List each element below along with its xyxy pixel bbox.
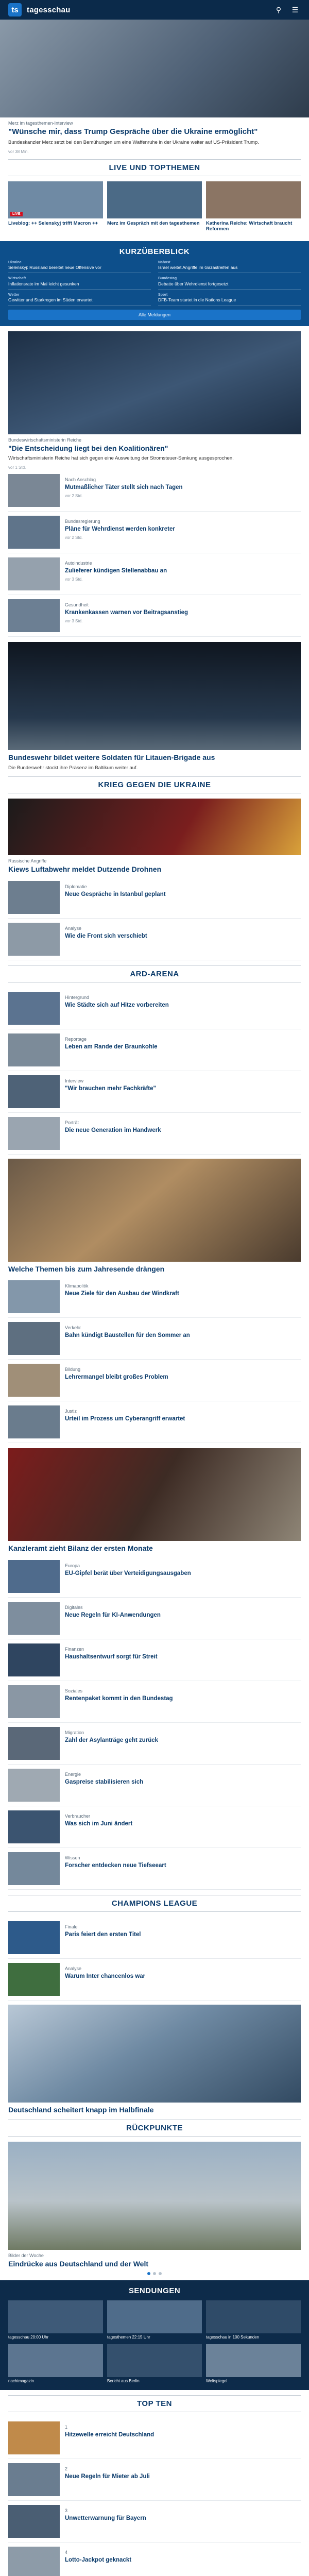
list-item-image	[8, 1643, 60, 1676]
list-item-image	[8, 557, 60, 590]
sendung-label: tagesschau 20:00 Uhr	[8, 2334, 49, 2340]
list-item-image	[8, 1405, 60, 1438]
topten-item[interactable]	[8, 2501, 301, 2543]
list-item-kicker: Energie	[65, 1771, 81, 1777]
list-item-headline[interactable]: "Wir brauchen mehr Fachkräfte"	[65, 1085, 156, 1092]
list-item-kicker: Autoindustrie	[65, 561, 92, 566]
sendung-label: tagesschau in 100 Sekunden	[206, 2334, 260, 2340]
kurz-item[interactable]	[158, 276, 301, 289]
champions-big-headline[interactable]: Deutschland scheitert knapp im Halbfinale	[8, 2105, 154, 2114]
big-teaser-text: Die Bundeswehr stockt ihre Präsenz im Baltikum weiter auf.	[8, 765, 138, 771]
ard-big-headline[interactable]: Welche Themen bis zum Jahresende drängen	[8, 1264, 165, 1273]
list-item-image	[8, 923, 60, 956]
sendung-label: Weltspiegel	[206, 2378, 228, 2383]
ukraine-section	[0, 799, 309, 960]
sendung-label: tagesthemen 22:15 Uhr	[107, 2334, 150, 2340]
list-item[interactable]	[8, 1723, 301, 1765]
ard-section	[0, 988, 309, 1155]
sendung-image	[8, 2300, 103, 2333]
list-item-image	[8, 881, 60, 914]
list-item[interactable]	[8, 595, 301, 637]
sendung-card[interactable]	[8, 2300, 103, 2340]
sendung-image	[206, 2344, 301, 2377]
kurz-item-label: Wirtschaft	[8, 277, 26, 281]
politics-teaser[interactable]	[0, 1448, 309, 1553]
list-item[interactable]	[8, 1806, 301, 1848]
list-item[interactable]	[8, 1959, 301, 2001]
topten-headline[interactable]: Hitzewelle erreicht Deutschland	[65, 2431, 154, 2438]
hero-meta: vor 38 Min.	[8, 149, 29, 154]
politics-list	[0, 1556, 309, 1890]
politics-image	[8, 1448, 301, 1541]
kurz-item-label: Ukraine	[8, 261, 22, 265]
carousel-pager[interactable]	[0, 2272, 309, 2275]
list-item[interactable]	[8, 553, 301, 595]
live-card-image	[107, 181, 202, 218]
list-item-headline[interactable]: Forscher entdecken neue Tiefseeart	[65, 1862, 166, 1869]
list-item-kicker: Hintergrund	[65, 994, 90, 1000]
list-item-image	[8, 1075, 60, 1108]
live-card[interactable]	[206, 181, 301, 235]
kurz-item[interactable]	[158, 260, 301, 273]
list-item-headline[interactable]: Was sich im Juni ändert	[65, 1820, 133, 1827]
list-item-kicker: Europa	[65, 1563, 80, 1568]
topten-headline[interactable]: Lotto-Jackpot geknackt	[65, 2556, 132, 2563]
list-item-headline[interactable]: Urteil im Prozess um Cyberangriff erwartet	[65, 1416, 185, 1422]
sendung-image	[107, 2300, 202, 2333]
brand-logo[interactable]: ts	[8, 3, 22, 16]
kurz-item[interactable]	[8, 293, 151, 306]
ard-list	[0, 1276, 309, 1443]
live-card-headline[interactable]: Katherina Reiche: Wirtschaft braucht Reformen	[206, 220, 293, 232]
list-item-headline[interactable]: Rentenpaket kommt in den Bundestag	[65, 1695, 173, 1702]
live-card[interactable]	[107, 181, 202, 235]
sendung-label: nachtmagazin	[8, 2378, 34, 2383]
list-item[interactable]	[8, 1639, 301, 1681]
list-item[interactable]	[8, 1556, 301, 1598]
topten-headline[interactable]: Unwetterwarnung für Bayern	[65, 2515, 146, 2521]
pager-dot[interactable]	[147, 2272, 150, 2275]
live-grid	[0, 181, 309, 235]
list-item[interactable]	[8, 1113, 301, 1155]
big-teaser-headline[interactable]: Bundeswehr bildet weitere Soldaten für Litauen-Brigade aus	[8, 753, 215, 762]
list-item-image	[8, 1685, 60, 1718]
topten-list	[0, 2417, 309, 2576]
sendungen-title: SENDUNGEN	[128, 2286, 181, 2295]
list-item-kicker: Reportage	[65, 1036, 87, 1042]
list-item-kicker: Digitales	[65, 1604, 83, 1610]
list-item-headline[interactable]: Neue Ziele für den Ausbau der Windkraft	[65, 1291, 179, 1297]
list-item-kicker: Bildung	[65, 1367, 81, 1372]
topten-item[interactable]	[8, 2417, 301, 2459]
feature-meta: vor 1 Std.	[8, 465, 26, 470]
list-item-kicker: Justiz	[65, 1409, 77, 1414]
section-title-rueckblick: RÜCKPUNKTE	[8, 2120, 301, 2137]
list-item-image	[8, 1602, 60, 1635]
kurz-item-label: Sport	[158, 293, 168, 297]
list-item-headline[interactable]: Wie Städte sich auf Hitze vorbereiten	[65, 1002, 169, 1008]
list-item-image	[8, 1921, 60, 1954]
pager-dot[interactable]	[159, 2272, 162, 2275]
list-item[interactable]	[8, 1318, 301, 1360]
list-item-image	[8, 474, 60, 507]
topten-image	[8, 2421, 60, 2454]
list-item-kicker: Soziales	[65, 1688, 83, 1693]
hero-kicker: Merz im tagesthemen-Interview	[8, 121, 73, 126]
topten-rank: 2	[65, 2466, 68, 2471]
list-item-kicker: Porträt	[65, 1120, 79, 1125]
kurz-item-text: Selenskyj: Russland bereitet neue Offensive vor	[8, 265, 101, 270]
list-item-headline[interactable]: Paris feiert den ersten Titel	[65, 1931, 141, 1938]
topten-image	[8, 2463, 60, 2496]
kurzueberblick-title: KURZÜBERBLICK	[119, 247, 190, 257]
list-item-kicker: Wissen	[65, 1855, 80, 1860]
ukraine-lead-kicker: Russische Angriffe	[8, 858, 47, 864]
list-item-kicker: Bundesregierung	[65, 519, 100, 524]
list-item-headline[interactable]: Gaspreise stabilisieren sich	[65, 1778, 144, 1785]
hero-teaser-text: Bundeskanzler Merz setzt bei den Bemühungen um eine Waffenruhe in der Ukraine weiter auf US-Präsident Trump.	[8, 139, 259, 145]
list-item-kicker: Gesundheit	[65, 602, 89, 608]
pager-dot[interactable]	[153, 2272, 156, 2275]
kurz-item-label: Wetter	[8, 293, 20, 297]
list-item[interactable]	[8, 1848, 301, 1890]
section-title-ukraine: KRIEG GEGEN DIE UKRAINE	[8, 776, 301, 793]
list-item-image	[8, 516, 60, 549]
champions-big-teaser[interactable]	[0, 2005, 309, 2115]
list-item-kicker: Finanzen	[65, 1646, 84, 1652]
live-card-headline[interactable]: Merz im Gespräch mit den tagesthemen	[107, 220, 200, 226]
list-item[interactable]	[8, 470, 301, 512]
list-item-headline[interactable]: Krankenkassen warnen vor Beitragsanstieg	[65, 609, 188, 616]
list-item-image	[8, 1769, 60, 1802]
list-item-meta: vor 2 Std.	[65, 494, 83, 499]
sendung-image	[107, 2344, 202, 2377]
kurz-item-text: Israel weitet Angriffe im Gazastreifen aus	[158, 265, 238, 270]
list-item-kicker: Diplomatie	[65, 884, 87, 889]
feature-image	[8, 331, 301, 434]
brand-name[interactable]: tagesschau	[27, 5, 71, 14]
ukraine-lead-image[interactable]	[8, 799, 301, 855]
list-item[interactable]	[8, 1765, 301, 1806]
sendung-image	[8, 2344, 103, 2377]
sendung-card[interactable]	[8, 2344, 103, 2384]
list-item-kicker: Analyse	[65, 1965, 82, 1971]
list-item-image	[8, 1033, 60, 1066]
list-item[interactable]	[8, 1029, 301, 1071]
list-item-kicker: Klimapolitik	[65, 1283, 89, 1289]
list-item-image	[8, 1852, 60, 1885]
feature-teaser[interactable]	[0, 331, 309, 470]
menu-icon[interactable]: ☰	[291, 5, 299, 14]
sendung-label: Bericht aus Berlin	[107, 2378, 140, 2383]
list-item-kicker: Nach Anschlag	[65, 477, 96, 483]
list-item-image	[8, 1560, 60, 1593]
list-item[interactable]	[8, 1681, 301, 1723]
list-item-image	[8, 1963, 60, 1996]
hero-image[interactable]	[0, 20, 309, 117]
sendung-card[interactable]	[107, 2300, 202, 2340]
kurzueberblick-block	[0, 241, 309, 326]
sendung-card[interactable]	[206, 2300, 301, 2340]
kurz-item-text: Debatte über Wehrdienst fortgesetzt	[158, 281, 229, 286]
ukraine-lead-headline[interactable]: Kiews Luftabwehr meldet Dutzende Drohnen	[8, 865, 162, 874]
rueckblick-headline[interactable]: Eindrücke aus Deutschland und der Welt	[8, 2260, 149, 2268]
kurz-item[interactable]	[158, 293, 301, 306]
list-item[interactable]	[8, 1401, 301, 1443]
kurz-all-button[interactable]: Alle Meldungen	[8, 310, 301, 320]
list-item-kicker: Verbraucher	[65, 1813, 91, 1819]
politics-headline[interactable]: Kanzleramt zieht Bilanz der ersten Monate	[8, 1544, 153, 1553]
kurz-item-text: Inflationsrate im Mai leicht gesunken	[8, 281, 79, 286]
list-item-headline[interactable]: Warum Inter chancenlos war	[65, 1973, 146, 1979]
list-item-headline[interactable]: Pläne für Wehrdienst werden konkreter	[65, 526, 175, 533]
list-item-headline[interactable]: Lehrermangel bleibt großes Problem	[65, 1374, 168, 1381]
big-teaser[interactable]	[0, 642, 309, 771]
list-item[interactable]	[8, 1276, 301, 1318]
ard-big-teaser[interactable]	[0, 1159, 309, 1274]
list-item-headline[interactable]: EU-Gipfel berät über Verteidigungsausgaben	[65, 1570, 191, 1577]
topten-headline[interactable]: Neue Regeln für Mieter ab Juli	[65, 2473, 150, 2480]
big-teaser-image	[8, 642, 301, 750]
list-item-kicker: Interview	[65, 1078, 84, 1083]
list-item[interactable]	[8, 1071, 301, 1113]
news-list-1	[0, 470, 309, 637]
list-item[interactable]	[8, 512, 301, 553]
list-item-headline[interactable]: Die neue Generation im Handwerk	[65, 1127, 161, 1133]
topten-rank: 3	[65, 2507, 68, 2513]
list-item-image	[8, 1280, 60, 1313]
topten-rank: 1	[65, 2424, 68, 2430]
list-item-meta: vor 3 Std.	[65, 619, 83, 624]
feature-headline[interactable]: "Die Entscheidung liegt bei den Koalitionären"	[8, 444, 168, 452]
list-item[interactable]	[8, 919, 301, 960]
list-item-kicker: Analyse	[65, 925, 82, 931]
list-item[interactable]	[8, 988, 301, 1029]
list-item-image	[8, 1364, 60, 1397]
list-item-headline[interactable]: Wie die Front sich verschiebt	[65, 933, 147, 939]
list-item-headline[interactable]: Leben am Rande der Braunkohle	[65, 1043, 158, 1050]
hero-headline[interactable]: "Wünsche mir, dass Trump Gespräche über die Ukraine ermöglicht"	[8, 127, 258, 136]
live-card-image	[8, 181, 103, 218]
list-item-headline[interactable]: Bahn kündigt Baustellen für den Sommer an	[65, 1332, 190, 1339]
list-item-image	[8, 1810, 60, 1843]
list-item-kicker: Migration	[65, 1730, 84, 1735]
list-item-headline[interactable]: Zahl der Asylanträge geht zurück	[65, 1737, 159, 1743]
kurz-item[interactable]	[8, 276, 151, 289]
sendungen-block	[0, 2280, 309, 2390]
kurz-item-text: Gewitter und Starkregen im Süden erwartet	[8, 297, 93, 302]
topten-item[interactable]	[8, 2543, 301, 2576]
search-icon[interactable]: ⚲	[276, 5, 282, 14]
list-item-headline[interactable]: Neue Gespräche in Istanbul geplant	[65, 891, 166, 897]
kurz-item-text: DFB-Team startet in die Nations League	[158, 297, 236, 302]
section-title-champions: CHAMPIONS LEAGUE	[8, 1895, 301, 1912]
list-item[interactable]	[8, 1360, 301, 1401]
list-item-meta: vor 2 Std.	[65, 535, 83, 540]
live-card-image	[206, 181, 301, 218]
list-item-image	[8, 992, 60, 1025]
live-card-headline[interactable]: Liveblog: ++ Selenskyj trifft Macron ++	[8, 220, 98, 226]
list-item-headline[interactable]: Zulieferer kündigen Stellenabbau an	[65, 568, 167, 574]
topten-rank: 4	[65, 2549, 68, 2555]
rueckblick-kicker: Bilder der Woche	[8, 2253, 44, 2259]
feature-kicker: Bundeswirtschaftsministerin Reiche	[8, 437, 82, 443]
list-item-image	[8, 1322, 60, 1355]
top-navigation	[0, 0, 309, 20]
list-item-headline[interactable]: Haushaltsentwurf sorgt für Streit	[65, 1653, 158, 1660]
list-item-image	[8, 599, 60, 632]
rueckblick-teaser[interactable]	[0, 2142, 309, 2275]
list-item-image	[8, 1117, 60, 1150]
list-item[interactable]	[8, 1917, 301, 1959]
ard-big-image	[8, 1159, 301, 1262]
sendung-card[interactable]	[107, 2344, 202, 2384]
list-item-kicker: Verkehr	[65, 1325, 81, 1331]
topten-image	[8, 2505, 60, 2538]
list-item-headline[interactable]: Mutmaßlicher Täter stellt sich nach Tagen	[65, 484, 183, 491]
live-badge: LIVE	[10, 212, 23, 216]
topten-item[interactable]	[8, 2459, 301, 2501]
hero-teaser[interactable]	[0, 20, 309, 154]
feature-teaser-text: Wirtschaftsministerin Reiche hat sich gegen eine Ausweitung der Stromsteuer-Senkung ausgesprochen.	[8, 455, 234, 462]
live-card[interactable]	[8, 181, 103, 235]
sendung-card[interactable]	[206, 2344, 301, 2384]
list-item[interactable]	[8, 877, 301, 919]
list-item-image	[8, 1727, 60, 1760]
section-title-live: LIVE UND TOPTHEMEN	[8, 159, 301, 176]
section-title-ard: ARD-ARENA	[8, 965, 301, 982]
list-item-kicker: Finale	[65, 1924, 78, 1929]
list-item[interactable]	[8, 1598, 301, 1639]
topten-image	[8, 2547, 60, 2576]
kurz-item[interactable]	[8, 260, 151, 273]
kurz-item-label: Bundestag	[158, 277, 177, 281]
champions-big-image	[8, 2005, 301, 2103]
section-title-topten: TOP TEN	[8, 2395, 301, 2412]
champions-section	[0, 1917, 309, 2001]
kurz-item-label: Nahost	[158, 261, 170, 265]
list-item-headline[interactable]: Neue Regeln für KI-Anwendungen	[65, 1612, 161, 1618]
list-item-meta: vor 3 Std.	[65, 577, 83, 582]
sendung-image	[206, 2300, 301, 2333]
rueckblick-image	[8, 2142, 301, 2250]
